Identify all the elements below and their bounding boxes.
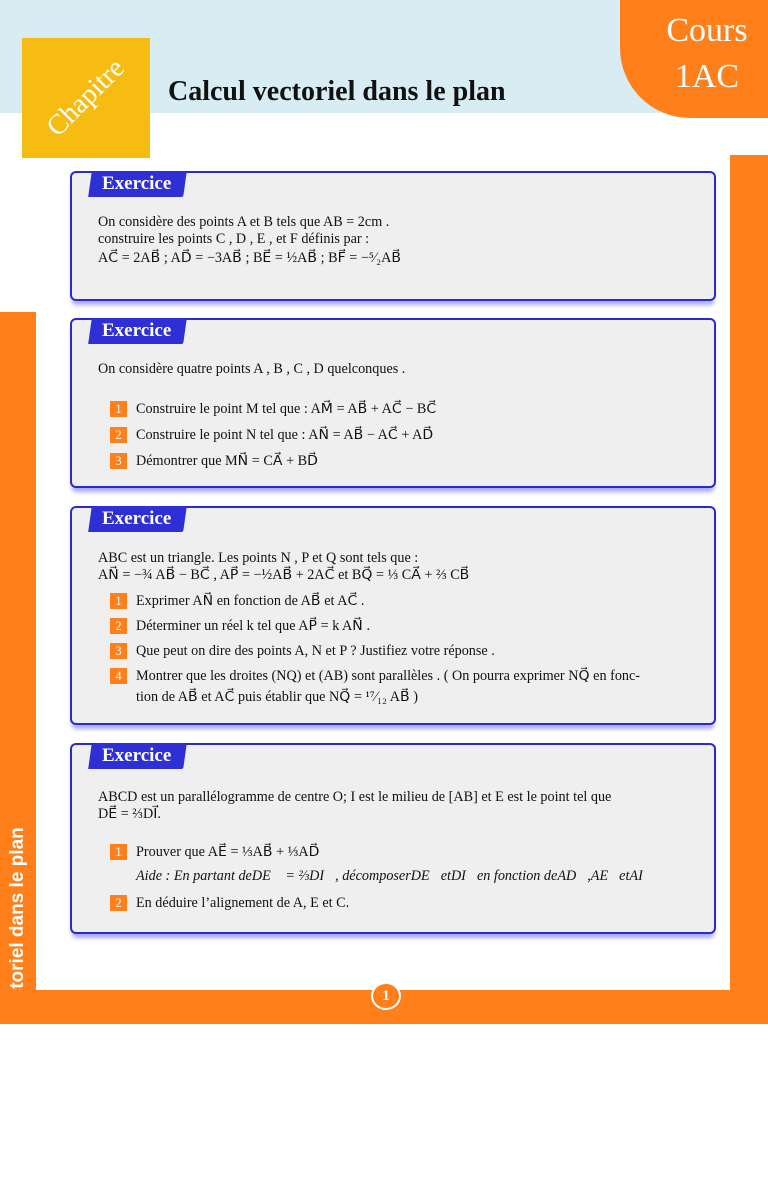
exercise-intro: On considère quatre points A , B , C , D quelconques . xyxy=(98,361,406,377)
list-item xyxy=(98,427,690,444)
list-item xyxy=(98,895,690,912)
list-item xyxy=(98,668,690,685)
item-number: 1 xyxy=(110,593,127,609)
list-item xyxy=(98,401,690,418)
exercise-box-1 xyxy=(70,171,716,301)
exercise-content xyxy=(98,214,690,267)
page-title: Calcul vectoriel dans le plan xyxy=(168,76,506,107)
exercise-box-3 xyxy=(70,506,716,725)
item-text: Construire le point N tel que : AN⃗ = AB⃗ − AC⃗ + AD⃗ xyxy=(136,427,434,443)
list-item xyxy=(98,618,690,635)
hint-text: Aide : En partant deDE⃗ = ⅔DI⃗, décomposerDE⃗etDI⃗en fonction deAD⃗,AE⃗etAI⃗ xyxy=(136,868,654,884)
exercise-line: construire les points C , D , E , et F définis par : xyxy=(98,231,370,247)
page-number: 1 xyxy=(371,982,401,1010)
item-text: Que peut on dire des points A, N et P ? Justifiez votre réponse . xyxy=(136,643,495,659)
item-text: Construire le point M tel que : AM⃗ = AB⃗ + AC⃗ − BC⃗ xyxy=(136,401,437,417)
exercise-box-2 xyxy=(70,318,716,488)
exercise-content xyxy=(98,789,690,912)
exercise-tab: Exercice xyxy=(88,743,187,769)
item-number: 3 xyxy=(110,453,127,469)
exercise-intro: AN⃗ = −¾ AB⃗ − BC⃗ , AP⃗ = −½AB⃗ + 2AC⃗ et BQ⃗ = ⅓ CA⃗ + ⅔ CB⃗ xyxy=(98,567,470,583)
list-item xyxy=(98,593,690,610)
item-number: 3 xyxy=(110,643,127,659)
exercise-box-4 xyxy=(70,743,716,934)
item-number: 1 xyxy=(110,844,127,860)
course-badge-line1: Cours xyxy=(666,12,748,49)
item-text: Déterminer un réel k tel que AP⃗ = k AN⃗ . xyxy=(136,618,371,634)
list-item xyxy=(98,453,690,470)
exercise-content xyxy=(98,361,690,470)
item-text: Exprimer AN⃗ en fonction de AB⃗ et AC⃗ . xyxy=(136,593,365,609)
item-text: Montrer que les droites (NQ) et (AB) sont parallèles . ( On pourra exprimer NQ⃗ en fonc- xyxy=(136,668,641,684)
item-text: En déduire l’alignement de A, E et C. xyxy=(136,895,350,911)
item-text: Démontrer que MN⃗ = CA⃗ + BD⃗ xyxy=(136,453,319,469)
list-item xyxy=(98,643,690,660)
exercise-tab: Exercice xyxy=(88,171,187,197)
item-number: 4 xyxy=(110,668,127,684)
exercise-line: AC⃗ = 2AB⃗ ; AD⃗ = −3AB⃗ ; BE⃗ = ½AB⃗ ; BF⃗ = −⁵⁄₂AB⃗ xyxy=(98,250,402,266)
left-orange-bar xyxy=(0,312,36,1024)
item-number: 2 xyxy=(110,618,127,634)
exercise-line: On considère des points A et B tels que AB = 2cm . xyxy=(98,214,390,230)
item-text: tion de AB⃗ et AC⃗ puis établir que NQ⃗ = ¹⁷⁄₁₂ AB⃗ ) xyxy=(136,689,418,705)
exercise-intro: ABC est un triangle. Les points N , P et Q sont tels que : xyxy=(98,550,419,566)
hint-line xyxy=(98,868,690,885)
chapter-badge xyxy=(22,38,150,158)
chapter-word: Chapitre xyxy=(40,52,131,143)
list-item-continued xyxy=(98,689,690,706)
right-orange-bar xyxy=(730,155,768,1024)
item-number: 1 xyxy=(110,401,127,417)
exercise-intro: DE⃗ = ⅔DI⃗. xyxy=(98,806,161,822)
exercise-content xyxy=(98,550,690,706)
list-item xyxy=(98,844,690,861)
course-badge-line2: 1AC xyxy=(674,58,740,95)
item-text: Prouver que AE⃗ = ⅓AB⃗ + ⅓AD⃗ xyxy=(136,844,320,860)
exercise-tab: Exercice xyxy=(88,318,187,344)
item-number: 2 xyxy=(110,895,127,911)
item-number: 2 xyxy=(110,427,127,443)
exercise-tab: Exercice xyxy=(88,506,187,532)
exercise-intro: ABCD est un parallélogramme de centre O; I est le milieu de [AB] et E est le point tel que xyxy=(98,789,612,805)
